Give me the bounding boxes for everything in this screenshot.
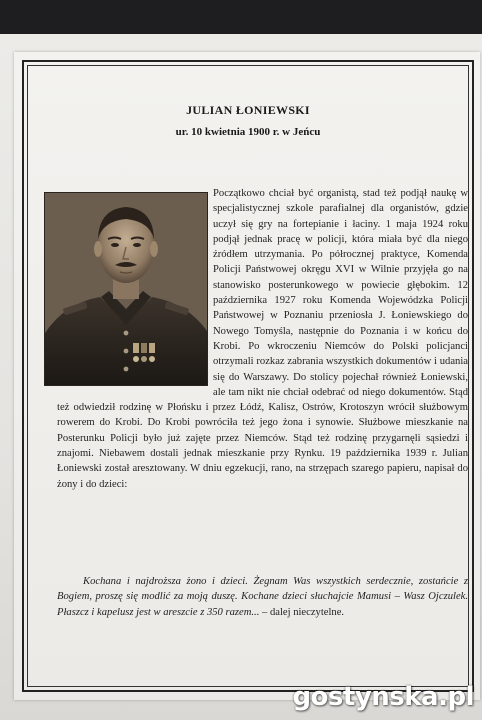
- photo-spacer: [57, 186, 213, 388]
- letter-quote: Kochana i najdroższa żono i dzieci. Żegnam Was wszystkich serdecznie, zostańcie z Bogiem, proszę się modlić za moją duszę. Kochane dzieci słuchajcie Mamusi – Wasz Ojczulek. Płaszcz i kapelusz jest w areszcie z 350 razem...: [57, 576, 468, 618]
- page-title: JULIAN ŁONIEWSKI: [186, 103, 310, 117]
- watermark-logo: gostynska.pl: [292, 682, 474, 712]
- biography-text: [57, 186, 468, 492]
- farewell-letter: [57, 574, 468, 620]
- biography-paragraph: Początkowo chciał być organistą, stad też podjął naukę w specjalistycznej szkole parafialnej dla organistów, gdzie uczył się gry na fortepianie i łaciny. 1 maja 1924 roku podjął jednak pracę w policji, która miała być dla niego źródłem utrzymania. Po półrocznej praktyce, Komenda Policji Państwowej okręgu XVI w Wilnie przyjęła go na stanowisko posterunkowego w powiecie głębokim. 12 października 1927 roku Komenda Wojewódzka Policji Państwowej w Poznaniu przeniosła J. Łoniewskiego do Nowego Tomyśla, następnie do Poznania i w końcu do Krobi. Po wkroczeniu Niemców do Polski policjanci otrzymali rozkaz zabrania wszystkich dokumentów i udania się do Warszawy. Do stolicy pojechał również Łoniewski, ale tam nikt nie chciał odebrać od niego dokumentów. Stąd też odwiedził rodzinę w Płońsku i przez Łódź, Kalisz, Ostrów, Krotoszyn wrócił służbowym rowerem do Krobi. Do Krobi powróciła też jego żona i synowie. Służbowe mieszkanie na Posterunku Policji było już zajęte przez Niemców. Stąd też rodzinę przygarnęli sąsiedzi i znajomi. Niebawem dostali jednak mieszkanie przy Rynku. 19 października 1939 r. Julian Łoniewski został aresztowany. W dniu egzekucji, rano, na strzępach szarego papieru, napisał do żony i do dzieci:: [57, 188, 468, 490]
- page-subtitle: ur. 10 kwietnia 1900 r. w Jeńcu: [175, 126, 321, 138]
- letter-ending: – dalej nieczytelne.: [259, 606, 345, 618]
